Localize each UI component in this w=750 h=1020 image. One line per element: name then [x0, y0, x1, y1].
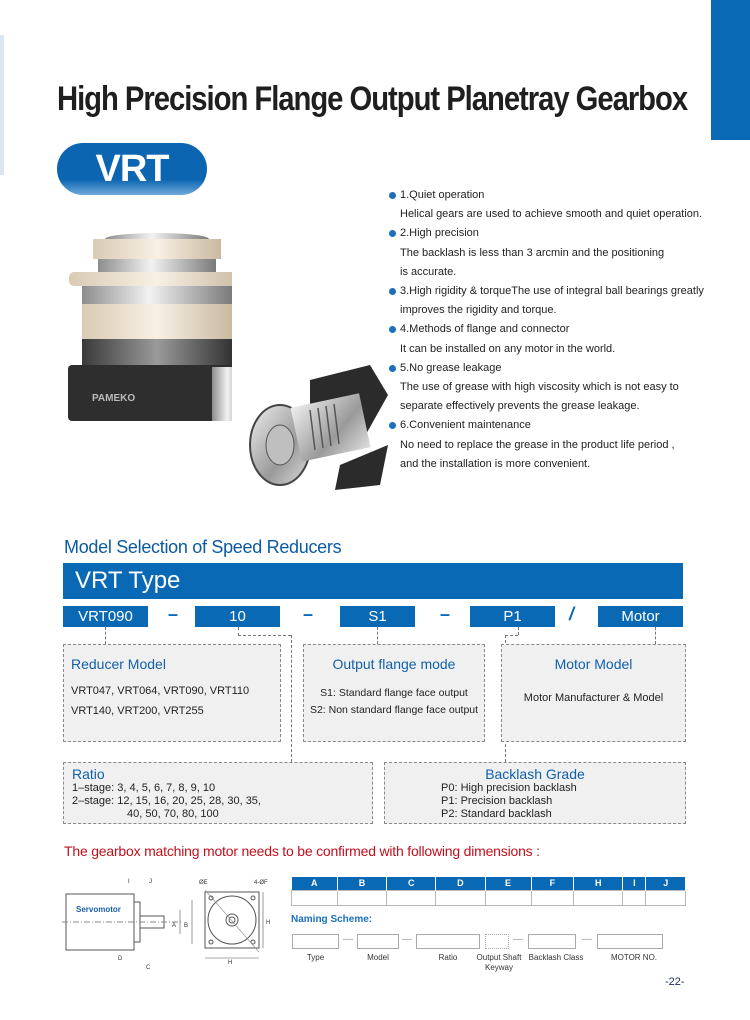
left-edge-strip — [0, 35, 4, 175]
dim-value-cell[interactable] — [646, 890, 686, 905]
dimension-value-row — [292, 890, 686, 905]
dim-header: H — [574, 877, 623, 890]
svg-text:I: I — [128, 879, 130, 885]
naming-label-keyway: Output Shaft Keyway — [476, 953, 522, 972]
svg-text:PAMEKO: PAMEKO — [92, 393, 136, 404]
naming-label-backlash: Backlash Class — [528, 953, 584, 962]
backlash-grade-line: P1: Precision backlash — [441, 795, 553, 807]
naming-separator: — — [343, 934, 353, 945]
corner-tab-block — [711, 0, 750, 140]
dim-header: J — [646, 877, 686, 890]
output-flange-list — [304, 685, 484, 719]
dim-value-cell[interactable] — [574, 890, 623, 905]
feature-description: No need to replace the grease in the product life period , and the installation is more convenient. — [400, 438, 675, 470]
naming-label-type: Type — [306, 953, 325, 962]
dimension-header-row — [292, 877, 686, 890]
reducer-model-list — [71, 681, 280, 721]
naming-ratio-field[interactable] — [416, 934, 480, 949]
dim-header: A — [292, 877, 338, 890]
ratio-title: Ratio — [72, 766, 105, 782]
feature-item — [386, 320, 706, 358]
series-badge: VRT — [57, 143, 207, 195]
naming-type-field[interactable] — [292, 934, 339, 949]
connector-line — [505, 635, 518, 636]
feature-item — [386, 282, 706, 320]
output-flange-box — [303, 644, 485, 742]
code-motor: Motor — [598, 606, 683, 627]
svg-text:4-ØF: 4-ØF — [254, 880, 268, 886]
reducer-model-box — [63, 644, 281, 742]
dim-header: F — [531, 877, 574, 890]
naming-motor-field[interactable] — [597, 934, 663, 949]
ratio-line: 40, 50, 70, 80, 100 — [127, 808, 219, 820]
dimension-note: The gearbox matching motor needs to be confirmed with following dimensions : — [64, 843, 540, 859]
ratio-list — [72, 782, 372, 821]
naming-label-ratio: Ratio — [438, 953, 458, 962]
feature-item — [386, 224, 706, 282]
feature-description: The backlash is less than 3 arcmin and the positioning is accurate. — [400, 246, 665, 278]
connector-line — [291, 635, 292, 762]
reducer-model-title: Reducer Model — [71, 656, 166, 672]
connector-line — [518, 627, 519, 635]
connector-line — [238, 635, 291, 636]
feature-title: 3.High rigidity & torqueThe use of integral ball bearings greatly improves the rigidity and torque. — [386, 282, 706, 320]
dim-header: C — [387, 877, 436, 890]
feature-title: 4.Methods of flange and connector — [386, 320, 706, 339]
dim-header: D — [436, 877, 485, 890]
feature-description: Helical gears are used to achieve smooth and quiet operation. — [400, 208, 703, 221]
type-banner: VRT Type — [63, 563, 683, 599]
svg-text:D: D — [118, 956, 123, 962]
code-separator: – — [440, 604, 451, 624]
naming-separator: — — [402, 934, 412, 945]
naming-label-motor: MOTOR NO. — [610, 953, 658, 962]
naming-separator: — — [513, 934, 523, 945]
model-selection-heading: Model Selection of Speed Reducers — [64, 537, 342, 557]
svg-text:H: H — [228, 960, 233, 966]
dim-header: E — [485, 877, 531, 890]
feature-title: 6.Convenient maintenance — [386, 416, 706, 435]
dim-value-cell[interactable] — [337, 890, 386, 905]
ratio-line: 2–stage: 12, 15, 16, 20, 25, 28, 30, 35, — [72, 795, 261, 807]
backlash-grade-box — [384, 762, 686, 824]
output-flange-line: S1: Standard flange face output — [320, 687, 468, 699]
ratio-box — [63, 762, 373, 824]
naming-separator: — — [582, 934, 592, 945]
naming-label-model: Model — [367, 953, 389, 962]
feature-title: 5.No grease leakage — [386, 359, 706, 378]
code-backlash: P1 — [470, 606, 555, 627]
page-title: High Precision Flange Output Planetray Gearbox — [57, 80, 688, 118]
feature-list — [386, 186, 706, 474]
naming-keyway-field[interactable] — [485, 934, 509, 949]
dim-header: B — [337, 877, 386, 890]
output-flange-line: S2: Non standard flange face output — [309, 704, 479, 716]
naming-model-field[interactable] — [357, 934, 399, 949]
code-flange: S1 — [340, 606, 415, 627]
svg-text:H: H — [266, 920, 271, 926]
motor-model-title: Motor Model — [554, 656, 633, 672]
backlash-grade-line: P2: Standard backlash — [441, 808, 552, 820]
gearbox-product-image — [62, 225, 232, 425]
code-model: VRT090 — [63, 606, 148, 627]
code-separator: / — [569, 604, 575, 624]
backlash-grade-title: Backlash Grade — [485, 766, 585, 782]
dimension-table — [291, 877, 686, 906]
dim-value-cell[interactable] — [292, 890, 338, 905]
svg-text:C: C — [146, 965, 151, 971]
gearbox-cutaway-image — [240, 365, 390, 490]
code-separator: – — [303, 604, 314, 624]
svg-text:B: B — [184, 923, 189, 929]
connector-line — [377, 627, 378, 644]
svg-text:A: A — [172, 923, 177, 929]
svg-text:ØE: ØE — [199, 880, 208, 886]
dim-value-cell[interactable] — [387, 890, 436, 905]
feature-title: 2.High precision — [386, 224, 706, 243]
feature-description: It can be installed on any motor in the world. — [400, 342, 616, 355]
feature-item — [386, 416, 706, 474]
motor-model-box — [501, 644, 686, 742]
dim-header: I — [623, 877, 646, 890]
code-ratio: 10 — [195, 606, 280, 627]
code-separator: – — [168, 604, 179, 624]
reducer-model-line: VRT047, VRT064, VRT090, VRT110 — [71, 685, 250, 697]
ratio-line: 1–stage: 3, 4, 5, 6, 7, 8, 9, 10 — [72, 782, 216, 794]
reducer-model-line: VRT140, VRT200, VRT255 — [71, 705, 204, 717]
dim-value-cell[interactable] — [623, 890, 646, 905]
feature-item — [386, 186, 706, 224]
naming-backlash-field[interactable] — [528, 934, 576, 949]
connector-line — [655, 627, 656, 644]
dim-value-cell[interactable] — [436, 890, 485, 905]
dim-value-cell[interactable] — [531, 890, 574, 905]
svg-text:J: J — [149, 879, 152, 885]
naming-scheme-title: Naming Scheme: — [291, 914, 373, 925]
connector-line — [105, 627, 106, 644]
svg-text:Servomotor: Servomotor — [76, 905, 121, 914]
dim-value-cell[interactable] — [485, 890, 531, 905]
motor-model-text: Motor Manufacturer & Model — [523, 692, 664, 704]
motor-dimension-drawing — [62, 872, 282, 972]
output-flange-title: Output flange mode — [332, 656, 456, 672]
feature-description: The use of grease with high viscosity which is not easy to separate effectively prevents the grease leakage. — [400, 381, 679, 413]
feature-title: 1.Quiet operation — [386, 186, 706, 205]
feature-item — [386, 359, 706, 417]
backlash-grade-line: P0: High precision backlash — [441, 782, 577, 794]
page-number: -22- — [665, 976, 685, 988]
backlash-grade-list — [441, 782, 685, 821]
